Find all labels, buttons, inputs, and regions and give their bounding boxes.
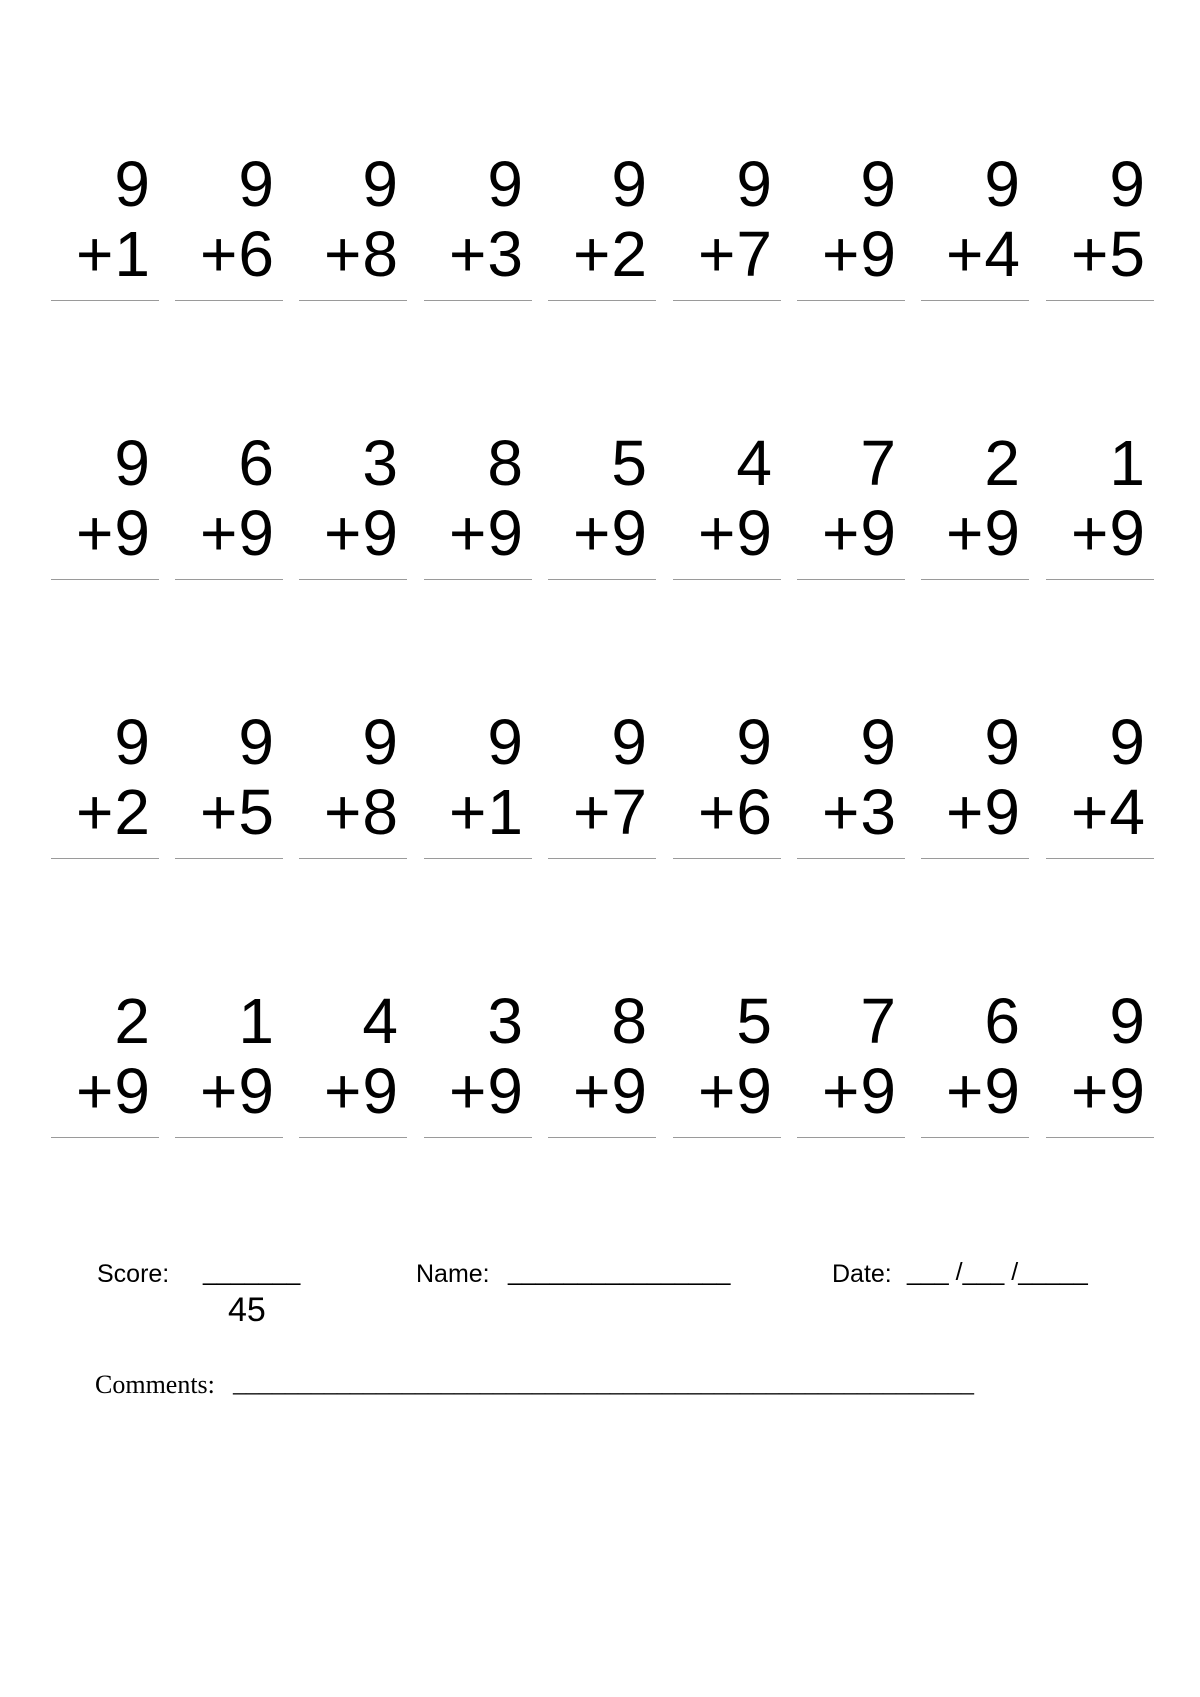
score-blank[interactable]: _______ xyxy=(203,1258,301,1286)
addition-problem xyxy=(548,427,656,587)
addition-problem xyxy=(797,706,905,866)
addition-problem xyxy=(548,985,656,1145)
score-total: 45 xyxy=(228,1291,266,1329)
answer-line[interactable] xyxy=(299,858,407,859)
answer-line[interactable] xyxy=(51,858,159,859)
bottom-addend: +9 xyxy=(946,497,1021,569)
comments-blank[interactable]: _________________________________________________________ xyxy=(233,1368,974,1397)
answer-line[interactable] xyxy=(1046,1137,1154,1138)
top-addend: 9 xyxy=(611,706,648,778)
top-addend: 1 xyxy=(238,985,275,1057)
addition-problem xyxy=(51,427,159,587)
score-label: Score: xyxy=(97,1260,170,1288)
top-addend: 9 xyxy=(238,148,275,220)
bottom-addend: +9 xyxy=(324,1055,399,1127)
top-addend: 9 xyxy=(736,148,773,220)
top-addend: 9 xyxy=(984,706,1021,778)
bottom-addend: +6 xyxy=(698,776,773,848)
bottom-addend: +9 xyxy=(946,1055,1021,1127)
bottom-addend: +2 xyxy=(573,218,648,290)
answer-line[interactable] xyxy=(51,300,159,301)
bottom-addend: +9 xyxy=(1071,497,1146,569)
answer-line[interactable] xyxy=(797,1137,905,1138)
answer-line[interactable] xyxy=(673,858,781,859)
bottom-addend: +1 xyxy=(76,218,151,290)
addition-problem xyxy=(1046,985,1154,1145)
addition-problem xyxy=(299,148,407,308)
addition-problem xyxy=(299,706,407,866)
top-addend: 1 xyxy=(1109,427,1146,499)
top-addend: 2 xyxy=(984,427,1021,499)
answer-line[interactable] xyxy=(424,858,532,859)
answer-line[interactable] xyxy=(51,1137,159,1138)
bottom-addend: +9 xyxy=(449,1055,524,1127)
answer-line[interactable] xyxy=(175,300,283,301)
addition-problem xyxy=(51,706,159,866)
answer-line[interactable] xyxy=(424,579,532,580)
bottom-addend: +9 xyxy=(698,497,773,569)
addition-problem xyxy=(51,985,159,1145)
top-addend: 9 xyxy=(860,148,897,220)
top-addend: 9 xyxy=(362,706,399,778)
answer-line[interactable] xyxy=(548,579,656,580)
addition-problem xyxy=(548,706,656,866)
top-addend: 5 xyxy=(736,985,773,1057)
answer-line[interactable] xyxy=(175,858,283,859)
addition-problem xyxy=(797,985,905,1145)
top-addend: 5 xyxy=(611,427,648,499)
comments-label: Comments: xyxy=(95,1370,215,1399)
top-addend: 7 xyxy=(860,985,897,1057)
answer-line[interactable] xyxy=(921,579,1029,580)
bottom-addend: +9 xyxy=(76,1055,151,1127)
bottom-addend: +9 xyxy=(324,497,399,569)
bottom-addend: +3 xyxy=(822,776,897,848)
answer-line[interactable] xyxy=(548,1137,656,1138)
bottom-addend: +9 xyxy=(822,1055,897,1127)
answer-line[interactable] xyxy=(797,300,905,301)
top-addend: 3 xyxy=(362,427,399,499)
bottom-addend: +9 xyxy=(449,497,524,569)
addition-problem xyxy=(921,706,1029,866)
answer-line[interactable] xyxy=(548,300,656,301)
addition-problem xyxy=(175,985,283,1145)
date-label: Date: xyxy=(832,1260,892,1288)
top-addend: 6 xyxy=(984,985,1021,1057)
bottom-addend: +9 xyxy=(822,497,897,569)
answer-line[interactable] xyxy=(424,300,532,301)
answer-line[interactable] xyxy=(921,300,1029,301)
bottom-addend: +9 xyxy=(573,497,648,569)
bottom-addend: +4 xyxy=(1071,776,1146,848)
date-blank[interactable]: ___ /___ /_____ xyxy=(907,1258,1088,1286)
bottom-addend: +8 xyxy=(324,776,399,848)
addition-problem xyxy=(797,427,905,587)
top-addend: 9 xyxy=(487,148,524,220)
top-addend: 9 xyxy=(860,706,897,778)
top-addend: 2 xyxy=(114,985,151,1057)
top-addend: 9 xyxy=(611,148,648,220)
top-addend: 9 xyxy=(984,148,1021,220)
bottom-addend: +9 xyxy=(76,497,151,569)
bottom-addend: +7 xyxy=(698,218,773,290)
answer-line[interactable] xyxy=(51,579,159,580)
answer-line[interactable] xyxy=(1046,858,1154,859)
top-addend: 9 xyxy=(114,427,151,499)
addition-problem xyxy=(175,148,283,308)
answer-line[interactable] xyxy=(175,1137,283,1138)
top-addend: 9 xyxy=(487,706,524,778)
answer-line[interactable] xyxy=(299,1137,407,1138)
bottom-addend: +2 xyxy=(76,776,151,848)
top-addend: 3 xyxy=(487,985,524,1057)
top-addend: 8 xyxy=(611,985,648,1057)
addition-problem xyxy=(1046,427,1154,587)
addition-problem xyxy=(673,985,781,1145)
answer-line[interactable] xyxy=(1046,300,1154,301)
answer-line[interactable] xyxy=(797,858,905,859)
answer-line[interactable] xyxy=(673,1137,781,1138)
addition-problem xyxy=(921,985,1029,1145)
top-addend: 9 xyxy=(1109,706,1146,778)
bottom-addend: +5 xyxy=(200,776,275,848)
bottom-addend: +9 xyxy=(698,1055,773,1127)
addition-problem xyxy=(424,427,532,587)
top-addend: 9 xyxy=(362,148,399,220)
bottom-addend: +9 xyxy=(200,497,275,569)
problem-row xyxy=(0,148,1200,308)
bottom-addend: +6 xyxy=(200,218,275,290)
addition-problem xyxy=(548,148,656,308)
bottom-addend: +8 xyxy=(324,218,399,290)
addition-problem xyxy=(673,427,781,587)
bottom-addend: +9 xyxy=(946,776,1021,848)
top-addend: 6 xyxy=(238,427,275,499)
bottom-addend: +9 xyxy=(200,1055,275,1127)
addition-problem xyxy=(424,148,532,308)
answer-line[interactable] xyxy=(797,579,905,580)
addition-problem xyxy=(51,148,159,308)
addition-problem xyxy=(797,148,905,308)
answer-line[interactable] xyxy=(673,300,781,301)
addition-problem xyxy=(1046,706,1154,866)
addition-problem xyxy=(299,985,407,1145)
addition-problem xyxy=(921,148,1029,308)
bottom-addend: +9 xyxy=(1071,1055,1146,1127)
addition-problem xyxy=(673,148,781,308)
answer-line[interactable] xyxy=(673,579,781,580)
answer-line[interactable] xyxy=(548,858,656,859)
answer-line[interactable] xyxy=(921,858,1029,859)
bottom-addend: +9 xyxy=(573,1055,648,1127)
bottom-addend: +7 xyxy=(573,776,648,848)
bottom-addend: +1 xyxy=(449,776,524,848)
top-addend: 4 xyxy=(362,985,399,1057)
top-addend: 9 xyxy=(238,706,275,778)
top-addend: 9 xyxy=(114,148,151,220)
answer-line[interactable] xyxy=(921,1137,1029,1138)
addition-problem xyxy=(1046,148,1154,308)
problem-row xyxy=(0,427,1200,587)
problem-row xyxy=(0,985,1200,1145)
addition-problem xyxy=(175,706,283,866)
answer-line[interactable] xyxy=(175,579,283,580)
name-label: Name: xyxy=(416,1260,490,1288)
top-addend: 9 xyxy=(114,706,151,778)
top-addend: 9 xyxy=(1109,148,1146,220)
addition-problem xyxy=(424,985,532,1145)
name-blank[interactable]: ________________ xyxy=(508,1258,731,1286)
addition-problem xyxy=(921,427,1029,587)
addition-problem xyxy=(673,706,781,866)
answer-line[interactable] xyxy=(299,300,407,301)
addition-problem xyxy=(424,706,532,866)
addition-problem xyxy=(175,427,283,587)
top-addend: 4 xyxy=(736,427,773,499)
answer-line[interactable] xyxy=(299,579,407,580)
top-addend: 9 xyxy=(1109,985,1146,1057)
top-addend: 8 xyxy=(487,427,524,499)
top-addend: 9 xyxy=(736,706,773,778)
bottom-addend: +5 xyxy=(1071,218,1146,290)
bottom-addend: +4 xyxy=(946,218,1021,290)
top-addend: 7 xyxy=(860,427,897,499)
problem-row xyxy=(0,706,1200,866)
answer-line[interactable] xyxy=(1046,579,1154,580)
addition-problem xyxy=(299,427,407,587)
bottom-addend: +3 xyxy=(449,218,524,290)
answer-line[interactable] xyxy=(424,1137,532,1138)
bottom-addend: +9 xyxy=(822,218,897,290)
